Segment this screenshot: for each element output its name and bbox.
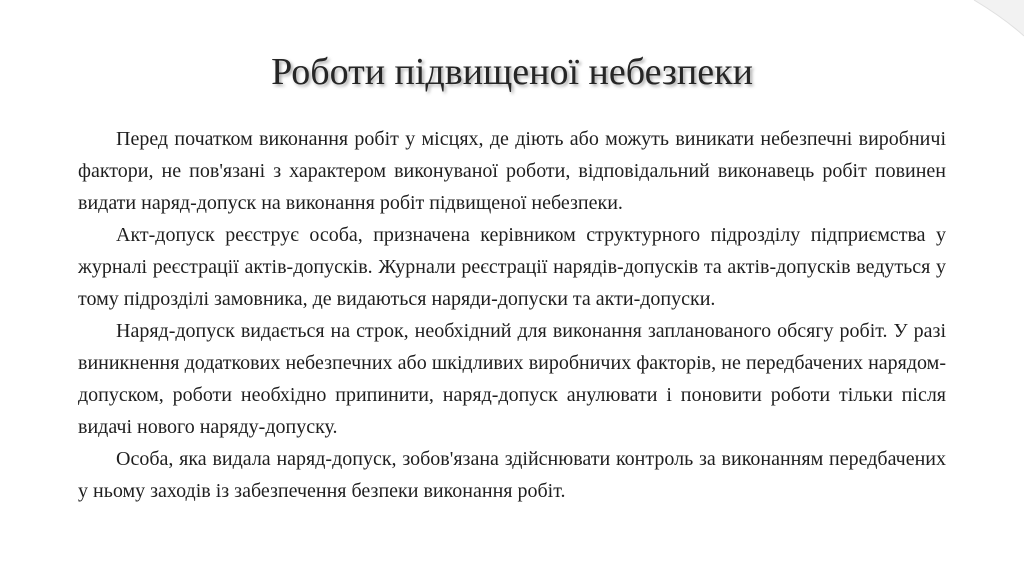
corner-curl-decoration	[944, 0, 1024, 40]
paragraph-4: Особа, яка видала наряд-допуск, зобов'язана здійснювати контроль за виконанням передбачених у ньому заходів із забезпечення безпеки виконання робіт.	[78, 448, 946, 502]
paragraph-2: Акт-допуск реєструє особа, призначена керівником структурного підрозділу підприємства у журналі реєстрації актів-допусків. Журнали реєстрації нарядів-допусків та актів-допусків ведуться у тому підрозділі замовника, де видаються наряди-допуски та акти-допуски.	[78, 224, 946, 310]
corner-curl-icon	[944, 0, 1024, 40]
slide-title: Роботи підвищеної небезпеки	[271, 51, 753, 93]
paragraph-1: Перед початком виконання робіт у місцях, де діють або можуть виникати небезпечні виробничі фактори, не пов'язані з характером виконуваної роботи, відповідальний виконавець робіт повинен видати наряд-допуск на виконання робіт підвищеної небезпеки.	[78, 128, 946, 214]
paragraph-3: Наряд-допуск видається на строк, необхідний для виконання запланованого обсягу робіт. У разі виникнення додаткових небезпечних або шкідливих виробничих факторів, не передбачених нарядом-допуском, роботи необхідно припинити, наряд-допуск анулювати і поновити роботи тільки після видачі нового наряду-допуску.	[78, 320, 946, 438]
slide-body	[78, 123, 946, 507]
